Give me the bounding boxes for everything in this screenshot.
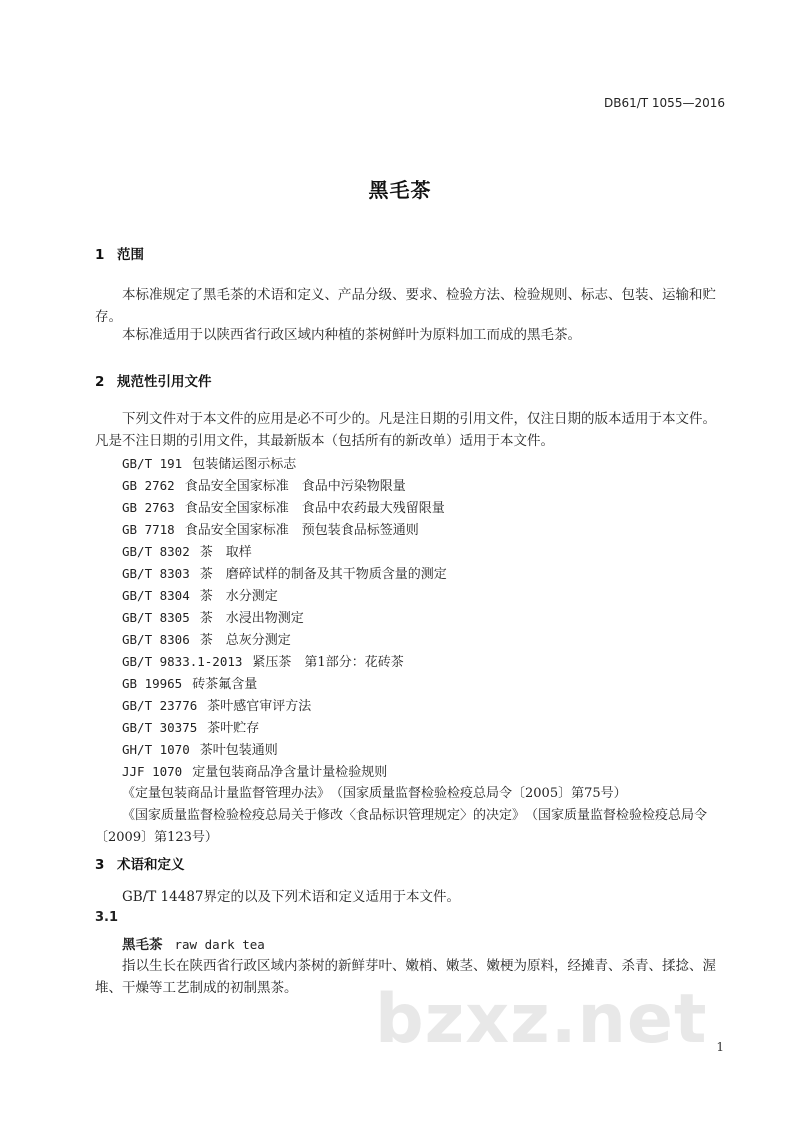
regulation-reference-1: 《定量包装商品计量监督管理办法》 （国家质量监督检验检疫总局令〔2005〕第75号） [122, 786, 627, 801]
terms-intro: GB/T 14487界定的以及下列术语和定义适用于本文件。 [122, 889, 460, 905]
reference-code: GB 2762 [122, 478, 175, 493]
reference-item [122, 651, 404, 670]
reference-title: 茶叶感官审评方法 [207, 699, 312, 714]
reference-item [122, 541, 252, 560]
section-title: 术语和定义 [117, 857, 185, 873]
reference-code: GB/T 9833.1-2013 [122, 654, 243, 669]
reference-title: 砖茶氟含量 [192, 677, 258, 692]
section-number: 1 [95, 247, 105, 263]
reference-item [122, 563, 447, 582]
term-definition: 指以生长在陕西省行政区域内茶树的新鲜芽叶、嫩梢、嫩茎、嫩梗为原料，经摊青、杀青、揉捻、渥堆、干燥等工艺制成的初制黑茶。 [95, 958, 716, 996]
reference-title: 茶 磨碎试样的制备及其干物质含量的测定 [199, 567, 447, 582]
reference-item [122, 519, 419, 538]
watermark: bzxz.net [375, 980, 708, 1059]
page-number: 1 [716, 1040, 724, 1054]
term-english: raw dark tea [174, 937, 265, 952]
reference-title: 茶 总灰分测定 [199, 633, 291, 648]
reference-title: 食品安全国家标准 预包装食品标签通则 [184, 523, 419, 538]
reference-code: GB/T 23776 [122, 698, 198, 713]
reference-title: 食品安全国家标准 食品中农药最大残留限量 [184, 501, 445, 516]
reference-title: 茶 水浸出物测定 [199, 611, 304, 626]
section-number: 3 [95, 857, 105, 873]
reference-item [122, 475, 406, 494]
reference-title: 茶 水分测定 [199, 589, 278, 604]
reference-title: 紧压茶 第1部分：花砖茶 [252, 655, 404, 670]
reference-item [122, 629, 291, 648]
document-code: DB61/T 1055—2016 [603, 96, 725, 110]
reference-item [122, 585, 278, 604]
reference-code: GH/T 1070 [122, 742, 190, 757]
reference-code: GB/T 8305 [122, 610, 190, 625]
reference-code: GB 19965 [122, 676, 183, 691]
reference-item [122, 761, 387, 780]
reference-title: 茶叶贮存 [207, 721, 260, 736]
reference-code: JJF 1070 [122, 764, 183, 779]
section-heading-terms [95, 853, 185, 873]
regulation-reference-2: 《国家质量监督检验检疫总局关于修改〈食品标识管理规定〉的决定》 （国家质量监督检验检疫总局令〔2009〕第123号） [95, 808, 708, 845]
section-number: 2 [95, 374, 105, 390]
reference-title: 茶叶包装通则 [199, 743, 278, 758]
term-heading [122, 933, 265, 953]
reference-code: GB 7718 [122, 522, 175, 537]
section-heading-normative [95, 370, 212, 390]
reference-code: GB/T 191 [122, 456, 183, 471]
reference-title: 包装储运图示标志 [192, 457, 297, 472]
section-heading-scope [95, 243, 144, 263]
term-number: 3.1 [95, 910, 119, 925]
scope-paragraph-1: 本标准规定了黑毛茶的术语和定义、产品分级、要求、检验方法、检验规则、标志、包装、运输和贮存。 [95, 287, 716, 325]
reference-code: GB/T 8304 [122, 588, 190, 603]
reference-code: GB/T 8303 [122, 566, 190, 581]
section-title: 规范性引用文件 [117, 374, 212, 390]
reference-item [122, 497, 445, 516]
reference-title: 食品安全国家标准 食品中污染物限量 [184, 479, 406, 494]
reference-item [122, 453, 296, 472]
reference-title: 定量包装商品净含量计量检验规则 [192, 765, 388, 780]
reference-code: GB/T 8302 [122, 544, 190, 559]
reference-item [122, 695, 311, 714]
scope-paragraph-2: 本标准适用于以陕西省行政区域内种植的茶树鲜叶为原料加工而成的黑毛茶。 [122, 327, 581, 343]
reference-code: GB 2763 [122, 500, 175, 515]
reference-item [122, 739, 278, 758]
reference-item [122, 607, 304, 626]
section-title: 范围 [117, 247, 144, 263]
term-chinese: 黑毛茶 [122, 937, 163, 953]
reference-code: GB/T 30375 [122, 720, 198, 735]
normative-intro: 下列文件对于本文件的应用是必不可少的。凡是注日期的引用文件，仅注日期的版本适用于本文件。凡是不注日期的引用文件，其最新版本（包括所有的新改单）适用于本文件。 [95, 411, 716, 449]
reference-item [122, 673, 257, 692]
reference-title: 茶 取样 [199, 545, 252, 560]
reference-item [122, 717, 259, 736]
reference-code: GB/T 8306 [122, 632, 190, 647]
document-title: 黑毛茶 [368, 178, 432, 202]
